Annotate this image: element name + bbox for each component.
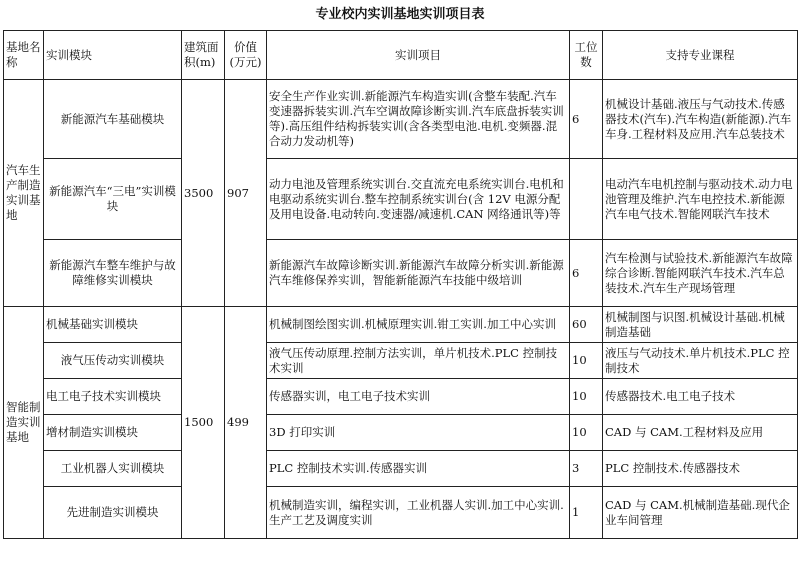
module-cell: 液气压传动实训模块 bbox=[44, 343, 182, 379]
header-area: 建筑面积(m) bbox=[182, 31, 225, 80]
courses-cell: 机械设计基础.液压与气动技术.传感器技术(汽车).汽车构造(新能源).汽车车身.工程材料及应用.汽车总装技术 bbox=[603, 80, 798, 159]
module-cell: 工业机器人实训模块 bbox=[44, 451, 182, 487]
module-cell: 电工电子技术实训模块 bbox=[44, 379, 182, 415]
courses-cell: CAD 与 CAM.工程材料及应用 bbox=[603, 415, 798, 451]
value-cell: 907 bbox=[225, 80, 267, 307]
header-row bbox=[4, 31, 798, 80]
table-row bbox=[4, 80, 798, 159]
project-cell: 机械制图绘图实训.机械原理实训.钳工实训.加工中心实训 bbox=[267, 307, 570, 343]
stations-cell: 6 bbox=[570, 240, 603, 307]
courses-cell: 汽车检测与试验技术.新能源汽车故障综合诊断.智能网联汽车技术.汽车总装技术.汽车生产现场管理 bbox=[603, 240, 798, 307]
table-row bbox=[4, 159, 798, 240]
table-row bbox=[4, 451, 798, 487]
module-cell: 增材制造实训模块 bbox=[44, 415, 182, 451]
header-base: 基地名称 bbox=[4, 31, 44, 80]
header-module: 实训模块 bbox=[44, 31, 182, 80]
module-cell: 新能源汽车基础模块 bbox=[44, 80, 182, 159]
project-cell: PLC 控制技术实训.传感器实训 bbox=[267, 451, 570, 487]
courses-cell: 传感器技术.电工电子技术 bbox=[603, 379, 798, 415]
stations-cell: 6 bbox=[570, 80, 603, 159]
document-title: 专业校内实训基地实训项目表 bbox=[315, 7, 485, 22]
project-cell: 机械制造实训，编程实训，工业机器人实训.加工中心实训.生产工艺及调度实训 bbox=[267, 487, 570, 539]
stations-cell: 10 bbox=[570, 379, 603, 415]
courses-cell: 液压与气动技术.单片机技术.PLC 控制技术 bbox=[603, 343, 798, 379]
area-cell: 1500 bbox=[182, 307, 225, 539]
courses-cell: 电动汽车电机控制与驱动技术.动力电池管理及维护.汽车电控技术.新能源汽车电气技术.智能网联汽车技术 bbox=[603, 159, 798, 240]
table-row bbox=[4, 343, 798, 379]
header-project: 实训项目 bbox=[267, 31, 570, 80]
project-cell: 安全生产作业实训.新能源汽车构造实训(含整车装配.汽车变速器拆装实训.汽车空调故障诊断实训.汽车底盘拆装实训等).高压组件结构拆装实训(含各类型电池.电机.变频器.混合动力发动机等) bbox=[267, 80, 570, 159]
base-name-cell: 汽车生产制造实训基地 bbox=[4, 80, 44, 307]
stations-cell bbox=[570, 159, 603, 240]
table-row bbox=[4, 240, 798, 307]
stations-cell: 1 bbox=[570, 487, 603, 539]
stations-cell: 10 bbox=[570, 343, 603, 379]
module-cell: 新能源汽车“三电”实训模块 bbox=[44, 159, 182, 240]
stations-cell: 60 bbox=[570, 307, 603, 343]
courses-cell: PLC 控制技术.传感器技术 bbox=[603, 451, 798, 487]
courses-cell: CAD 与 CAM.机械制造基础.现代企业车间管理 bbox=[603, 487, 798, 539]
stations-cell: 3 bbox=[570, 451, 603, 487]
project-cell: 3D 打印实训 bbox=[267, 415, 570, 451]
stations-cell: 10 bbox=[570, 415, 603, 451]
base-name-cell: 智能制造实训基地 bbox=[4, 307, 44, 539]
table-row bbox=[4, 415, 798, 451]
table-row bbox=[4, 307, 798, 343]
project-cell: 动力电池及管理系统实训台.交直流充电系统实训台.电机和电驱动系统实训台.整车控制系统实训台(含 12V 电源分配及用电设备.电动转向.变速器/减速机.CAN 网络通讯等)等 bbox=[267, 159, 570, 240]
value-cell: 499 bbox=[225, 307, 267, 539]
header-courses: 支持专业课程 bbox=[603, 31, 798, 80]
training-projects-table bbox=[3, 30, 798, 539]
area-cell: 3500 bbox=[182, 80, 225, 307]
project-cell: 新能源汽车故障诊断实训.新能源汽车故障分析实训.新能源汽车维修保养实训，智能新能源汽车技能中级培训 bbox=[267, 240, 570, 307]
header-value: 价值(万元) bbox=[225, 31, 267, 80]
header-stations: 工位数 bbox=[570, 31, 603, 80]
project-cell: 液气压传动原理.控制方法实训，单片机技术.PLC 控制技术实训 bbox=[267, 343, 570, 379]
module-cell: 先进制造实训模块 bbox=[44, 487, 182, 539]
courses-cell: 机械制图与识图.机械设计基础.机械制造基础 bbox=[603, 307, 798, 343]
module-cell: 机械基础实训模块 bbox=[44, 307, 182, 343]
project-cell: 传感器实训，电工电子技术实训 bbox=[267, 379, 570, 415]
table-row bbox=[4, 379, 798, 415]
table-row bbox=[4, 487, 798, 539]
module-cell: 新能源汽车整车维护与故障维修实训模块 bbox=[44, 240, 182, 307]
